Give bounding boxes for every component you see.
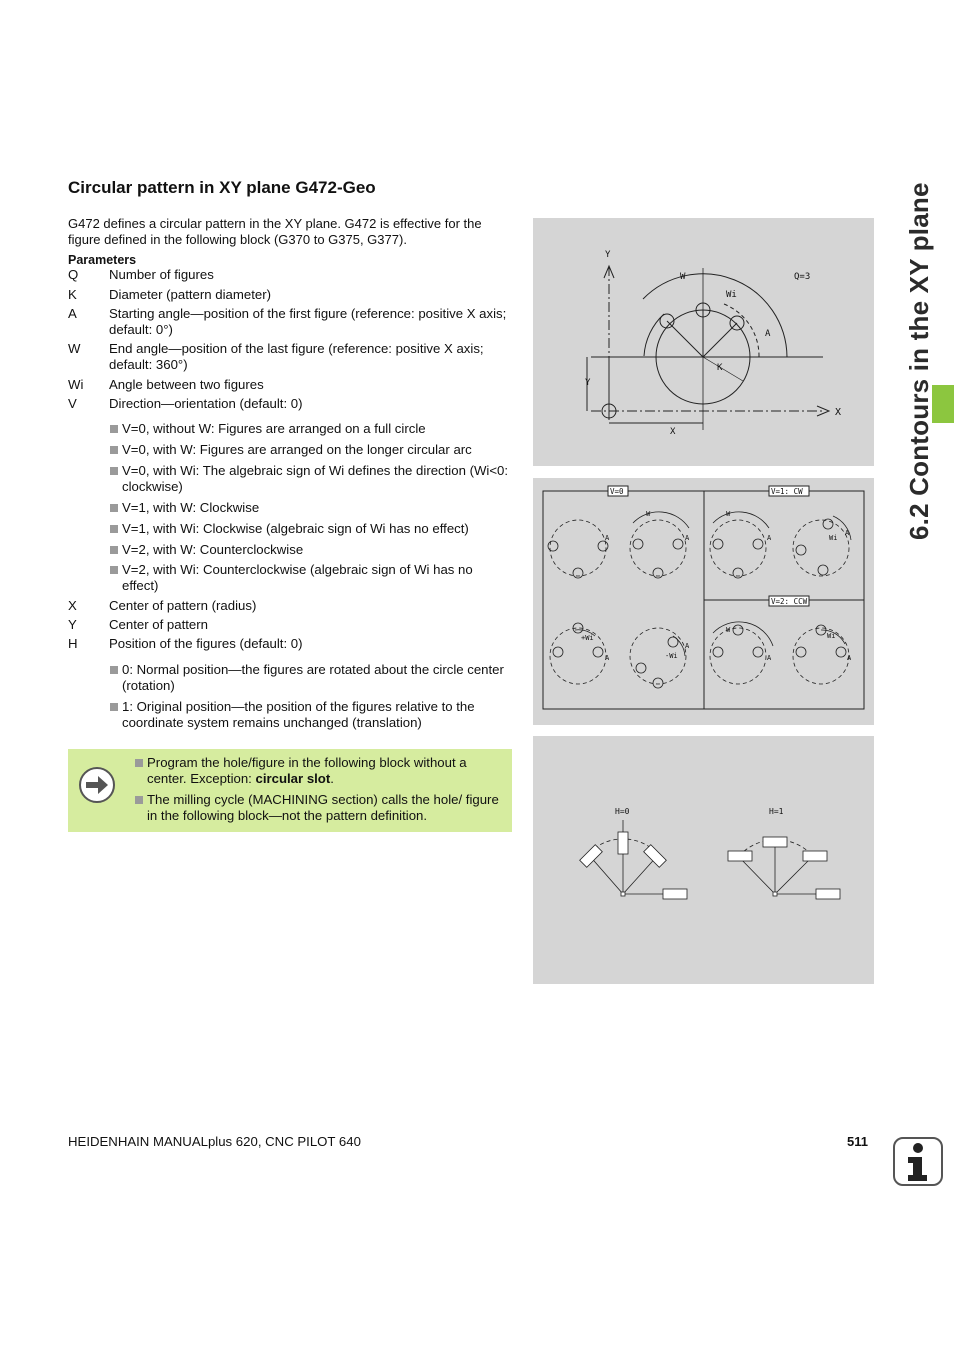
bullet-square-icon: [110, 504, 118, 512]
param-key: H: [68, 636, 78, 651]
bullet-square-icon: [135, 796, 143, 804]
footer-title: HEIDENHAIN MANUALplus 620, CNC PILOT 640: [68, 1134, 361, 1149]
label-w: W: [726, 626, 731, 634]
axis-y-label: Y: [605, 250, 611, 260]
pattern-diagram: [533, 218, 874, 466]
label-a: A: [605, 534, 610, 542]
param-desc: Starting angle—position of the first figure (reference: positive X axis; default: 0°): [109, 306, 507, 337]
label-a: A: [767, 654, 772, 662]
label-a: A: [685, 642, 690, 650]
direction-diagram: [533, 478, 874, 725]
label-k: K: [717, 363, 723, 373]
param-key: K: [68, 287, 77, 302]
param-key: Q: [68, 267, 79, 282]
label-h1: H=1: [769, 807, 784, 816]
bullet-square-icon: [110, 425, 118, 433]
label-a: A: [685, 534, 690, 542]
label-a: A: [845, 529, 850, 537]
page-number: 511: [847, 1134, 868, 1149]
label-v1: V=1: CW: [771, 487, 803, 496]
label-w: W: [680, 272, 686, 282]
param-desc: Center of pattern: [109, 617, 208, 632]
axis-x-label: X: [835, 407, 842, 418]
param-key: W: [68, 341, 81, 356]
label-a: A: [847, 654, 852, 662]
label-wi: Wi: [726, 290, 737, 300]
label-v2: V=2: CCW: [771, 597, 808, 606]
note-box: Program the hole/figure in the following block without a center. Exception: circular slot. The milling cycle (MACHINING section) calls the hole/ figure in the following block—not the pattern definition.: [68, 749, 512, 832]
label-x-dim: X: [670, 427, 676, 437]
param-desc: Number of figures: [109, 267, 214, 282]
figure-direction-variants: [533, 478, 874, 725]
label-y-dim: Y: [585, 378, 591, 388]
label-a: A: [605, 654, 610, 662]
param-key: V: [68, 396, 77, 411]
param-desc: Position of the figures (default: 0): [109, 636, 303, 651]
param-desc: Center of pattern (radius): [109, 598, 257, 613]
figure-pattern-parameters: [533, 218, 874, 466]
parameters-title: Parameters: [68, 253, 137, 267]
label-h0: H=0: [615, 807, 630, 816]
param-desc: Angle between two figures: [109, 377, 264, 392]
position-diagram: [533, 736, 874, 984]
param-key: Wi: [68, 377, 84, 392]
label-a: A: [765, 329, 771, 339]
bullet-square-icon: [110, 546, 118, 554]
label-v0: V=0: [610, 487, 624, 496]
param-desc: Diameter (pattern diameter): [109, 287, 271, 302]
param-desc: Direction—orientation (default: 0): [109, 396, 303, 411]
param-desc: End angle—position of the last figure (reference: positive X axis; default: 360°): [109, 341, 484, 372]
label-a: A: [767, 534, 772, 542]
info-icon: [893, 1137, 943, 1187]
bullet-square-icon: [110, 666, 118, 674]
bullet-square-icon: [110, 566, 118, 574]
chapter-sidebar: [882, 165, 954, 585]
label-plus-wi: +Wi: [581, 634, 594, 642]
chapter-marker: [932, 385, 954, 423]
param-key: Y: [68, 617, 77, 632]
label-w: W: [646, 510, 651, 518]
bullet-square-icon: [110, 525, 118, 533]
figure-position-variants: [533, 736, 874, 984]
label-q: Q=3: [794, 272, 811, 282]
section-heading: Circular pattern in XY plane G472-Geo: [68, 178, 376, 197]
param-key: X: [68, 598, 77, 613]
label-wi: Wi: [827, 632, 836, 640]
bullet-square-icon: [110, 467, 118, 475]
bullet-square-icon: [110, 703, 118, 711]
label-wi: Wi: [829, 534, 838, 542]
label-minus-wi: -Wi: [665, 652, 678, 660]
param-key: A: [68, 306, 77, 321]
label-w: W: [726, 510, 731, 518]
chapter-title: 6.2 Contours in the XY plane: [904, 182, 934, 540]
arrow-right-icon: [78, 766, 116, 804]
bullet-square-icon: [135, 759, 143, 767]
intro-paragraph: G472 defines a circular pattern in the XY plane. G472 is effective for the figure defined in the following block (G370 to G375, G377).: [68, 216, 482, 247]
bullet-square-icon: [110, 446, 118, 454]
note-emphasis: circular slot: [255, 771, 331, 786]
